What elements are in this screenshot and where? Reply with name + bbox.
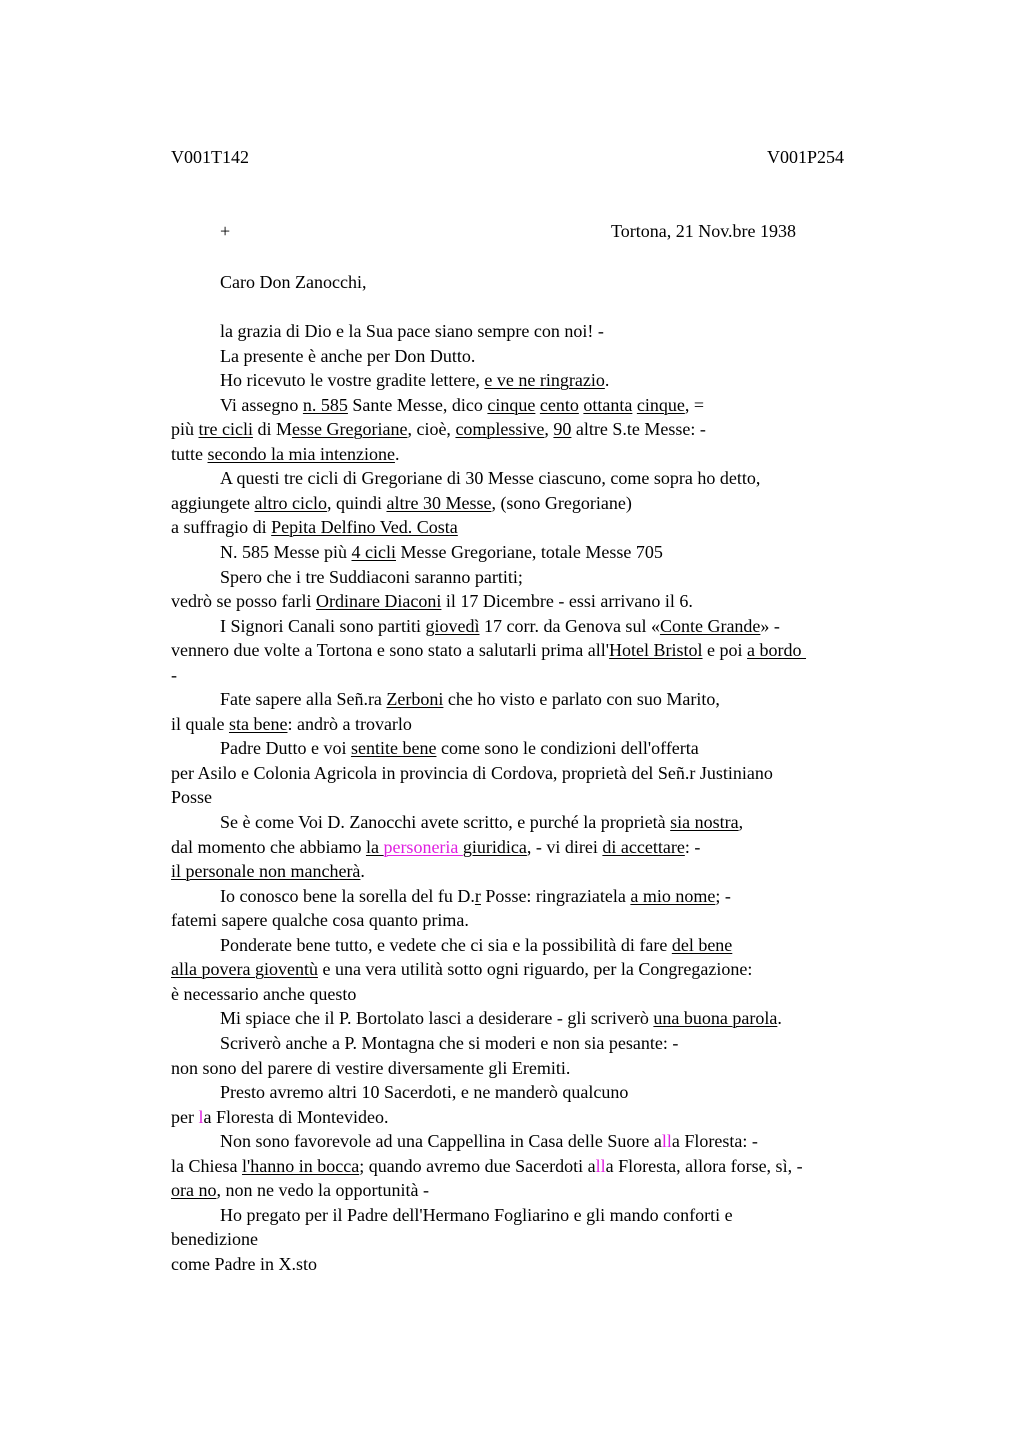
underlined-segment: n. 585 xyxy=(302,394,348,415)
dateline xyxy=(0,221,1024,245)
text-segment: Posse: ringraziatela xyxy=(480,885,631,906)
text-segment: . xyxy=(604,370,610,391)
underlined-segment: cinque xyxy=(636,394,685,415)
text-segment: : andrò a trovarlo xyxy=(287,713,412,734)
text-segment: più xyxy=(171,419,199,440)
blank-line xyxy=(171,295,911,320)
text-segment: tutte xyxy=(171,443,208,464)
text-segment: a suffragio di xyxy=(171,517,272,538)
text-segment: ; quando avremo due Sacerdoti a xyxy=(359,1155,596,1176)
underlined-segment: una buona parola xyxy=(653,1008,778,1029)
text-segment: che ho visto e parlato con suo Marito, xyxy=(443,689,720,710)
text-line xyxy=(171,368,911,393)
text-line xyxy=(171,884,911,909)
text-line xyxy=(171,393,911,418)
underlined-segment: a mio nome xyxy=(630,885,716,906)
underlined-segment: r xyxy=(474,885,481,906)
salutation: Caro Don Zanocchi, xyxy=(220,272,367,292)
text-segment: Messe Gregoriane, totale Messe 705 xyxy=(395,542,663,563)
underlined-segment: Hotel Bristol xyxy=(609,640,703,661)
text-segment: Scriverò anche a P. Montagna che si moderi e non sia pesante: - xyxy=(220,1032,679,1053)
text-segment: per Asilo e Colonia Agricola in provincia di Cordova, proprietà del Señ.r Justiniano xyxy=(171,762,773,783)
underlined-segment: alla povera gioventù xyxy=(171,959,318,980)
text-segment: Se è come Voi D. Zanocchi avete scritto, e purché la proprietà xyxy=(220,812,671,833)
highlighted-segment: ll xyxy=(661,1131,672,1152)
underlined-segment: Zerboni xyxy=(386,689,444,710)
text-segment: aggiungete xyxy=(171,492,255,513)
archive-header xyxy=(171,147,844,168)
text-segment: , non ne vedo la opportunità - xyxy=(216,1180,429,1201)
text-line xyxy=(171,442,911,467)
text-segment: Posse xyxy=(171,787,213,808)
text-line xyxy=(171,1227,911,1252)
underlined-segment: tre cicli xyxy=(198,419,253,440)
text-line xyxy=(171,1080,911,1105)
text-line xyxy=(171,319,911,344)
underlined-segment: Ordinare Diaconi xyxy=(315,591,442,612)
text-line xyxy=(171,687,911,712)
archive-code-left: V001T142 xyxy=(171,147,249,167)
text-line xyxy=(171,810,911,835)
text-line xyxy=(171,663,911,688)
underlined-segment: 4 cicli xyxy=(351,542,396,563)
underlined-segment: giovedì xyxy=(425,615,480,636)
text-segment: - xyxy=(171,664,177,685)
text-segment: , xyxy=(738,812,744,833)
text-line xyxy=(171,1105,911,1130)
highlighted-segment: personeria xyxy=(383,836,463,857)
underlined-segment: Conte Grande xyxy=(659,615,761,636)
text-segment: la Chiesa xyxy=(171,1155,242,1176)
text-segment: A questi tre cicli di Gregoriane di 30 Messe ciascuno, come sopra ho detto, xyxy=(220,468,761,489)
underlined-segment: altre 30 Messe xyxy=(386,492,492,513)
text-line xyxy=(171,1006,911,1031)
text-segment: e una vera utilità sotto ogni riguardo, per la Congregazione: xyxy=(317,959,753,980)
text-segment: , = xyxy=(684,394,704,415)
text-segment: Spero che i tre Suddiaconi saranno partiti; xyxy=(220,566,523,587)
text-line xyxy=(171,736,911,761)
text-segment: . xyxy=(360,861,365,882)
text-line xyxy=(171,1178,911,1203)
underlined-segment: cinque xyxy=(487,394,536,415)
text-line xyxy=(171,933,911,958)
letter-date: Tortona, 21 Nov.bre 1938 xyxy=(611,221,797,241)
underlined-segment: giuridica xyxy=(462,836,527,857)
underlined-segment: sta bene xyxy=(228,713,288,734)
text-line xyxy=(171,859,911,884)
text-line xyxy=(171,515,911,540)
underlined-segment: 90 xyxy=(553,419,572,440)
text-segment: dal momento che abbiamo xyxy=(171,836,366,857)
text-line xyxy=(171,540,911,565)
text-segment: , quindi xyxy=(326,492,387,513)
text-line xyxy=(171,466,911,491)
text-segment: Vi assegno xyxy=(220,394,303,415)
text-line xyxy=(171,565,911,590)
text-segment: altre S.te Messe: - xyxy=(571,419,706,440)
text-segment: . xyxy=(777,1008,782,1029)
text-segment: Io conosco bene la sorella del fu D. xyxy=(220,885,475,906)
text-segment: 17 corr. da Genova sul « xyxy=(479,615,660,636)
text-segment: il quale xyxy=(171,713,229,734)
underlined-segment: cento xyxy=(539,394,579,415)
text-segment: I Signori Canali sono partiti xyxy=(220,615,426,636)
letter-body xyxy=(171,270,911,1276)
text-line xyxy=(171,1154,911,1179)
text-segment: vennero due volte a Tortona e sono stato a salutarli prima all' xyxy=(171,640,610,661)
text-line xyxy=(171,982,911,1007)
underlined-segment: altro ciclo xyxy=(254,492,327,513)
text-line xyxy=(171,589,911,614)
text-segment: a Floresta di Montevideo. xyxy=(203,1106,389,1127)
text-segment: , (sono Gregoriane) xyxy=(491,492,632,513)
underlined-segment: la xyxy=(365,836,384,857)
text-segment: per xyxy=(171,1106,199,1127)
text-segment: , cioè, xyxy=(407,419,456,440)
highlighted-segment: l xyxy=(198,1106,204,1127)
text-line xyxy=(171,1056,911,1081)
highlighted-segment: ll xyxy=(595,1155,606,1176)
text-segment: a Floresta, allora forse, sì, - xyxy=(605,1155,803,1176)
underlined-segment: ora no xyxy=(171,1180,217,1201)
text-segment: Sante Messe, dico xyxy=(347,394,488,415)
underlined-segment: il personale non mancherà xyxy=(171,861,361,882)
text-segment: » - xyxy=(760,615,780,636)
underlined-segment: complessive xyxy=(455,419,545,440)
text-segment: come Padre in X.sto xyxy=(171,1253,317,1274)
text-line xyxy=(171,344,911,369)
underlined-segment: del bene xyxy=(671,934,733,955)
underlined-segment: esse Gregoriane xyxy=(292,419,408,440)
archive-code-right: V001P254 xyxy=(766,147,844,167)
text-segment: non sono del parere di vestire diversamente gli Eremiti. xyxy=(171,1057,571,1078)
text-segment: . xyxy=(394,443,400,464)
text-segment: Non sono favorevole ad una Cappellina in Casa delle Suore a xyxy=(220,1131,662,1152)
text-line xyxy=(171,712,911,737)
text-segment: La presente è anche per Don Dutto. xyxy=(220,345,476,366)
text-segment: , - vi direi xyxy=(526,836,603,857)
text-segment: e poi xyxy=(702,640,748,661)
underlined-segment: a bordo xyxy=(747,640,807,661)
text-segment: come sono le condizioni dell'offerta xyxy=(436,738,699,759)
text-segment: la grazia di Dio e la Sua pace siano sempre con noi! - xyxy=(220,321,604,342)
text-segment: ; - xyxy=(715,885,731,906)
text-segment: fatemi sapere qualche cosa quanto prima. xyxy=(171,910,469,931)
cross-mark: + xyxy=(220,221,231,241)
text-segment: Mi spiace che il P. Bortolato lasci a desiderare - gli scriverò xyxy=(220,1008,654,1029)
text-line xyxy=(171,491,911,516)
text-segment: a Floresta: - xyxy=(671,1131,758,1152)
underlined-segment: e ve ne ringrazio xyxy=(484,370,605,391)
text-segment: Ho pregato per il Padre dell'Hermano Fogliarino e gli mando conforti e xyxy=(220,1204,733,1225)
text-line xyxy=(171,785,911,810)
text-segment: : - xyxy=(684,836,701,857)
underlined-segment: ottanta xyxy=(583,394,633,415)
underlined-segment: l'hanno in bocca xyxy=(241,1155,360,1176)
text-line xyxy=(171,614,911,639)
text-line xyxy=(171,1203,911,1228)
text-segment: il 17 Dicembre - essi arrivano il 6. xyxy=(441,591,693,612)
text-segment: Ho ricevuto le vostre gradite lettere, xyxy=(220,370,485,391)
underlined-segment: Pepita Delfino Ved. Costa xyxy=(271,517,458,538)
underlined-segment: secondo la mia intenzione xyxy=(207,443,395,464)
text-line xyxy=(171,1252,911,1277)
text-segment: benedizione xyxy=(171,1229,258,1250)
underlined-segment: sia nostra xyxy=(670,812,739,833)
text-line xyxy=(171,761,911,786)
text-line xyxy=(171,417,911,442)
underlined-segment: sentite bene xyxy=(350,738,437,759)
underlined-segment: di accettare xyxy=(602,836,685,857)
text-segment: Ponderate bene tutto, e vedete che ci sia e la possibilità di fare xyxy=(220,934,672,955)
text-line xyxy=(171,638,911,663)
text-segment: è necessario anche questo xyxy=(171,983,357,1004)
text-segment: vedrò se posso farli xyxy=(171,591,316,612)
text-line xyxy=(171,1031,911,1056)
text-line xyxy=(171,835,911,860)
text-line xyxy=(171,1129,911,1154)
text-segment: di M xyxy=(252,419,292,440)
text-segment: , xyxy=(544,419,554,440)
text-segment: Fate sapere alla Señ.ra xyxy=(220,689,387,710)
text-segment: Padre Dutto e voi xyxy=(220,738,351,759)
text-segment: Presto avremo altri 10 Sacerdoti, e ne manderò qualcuno xyxy=(220,1082,629,1103)
text-line xyxy=(171,957,911,982)
text-segment: N. 585 Messe più xyxy=(220,542,352,563)
text-line xyxy=(171,908,911,933)
